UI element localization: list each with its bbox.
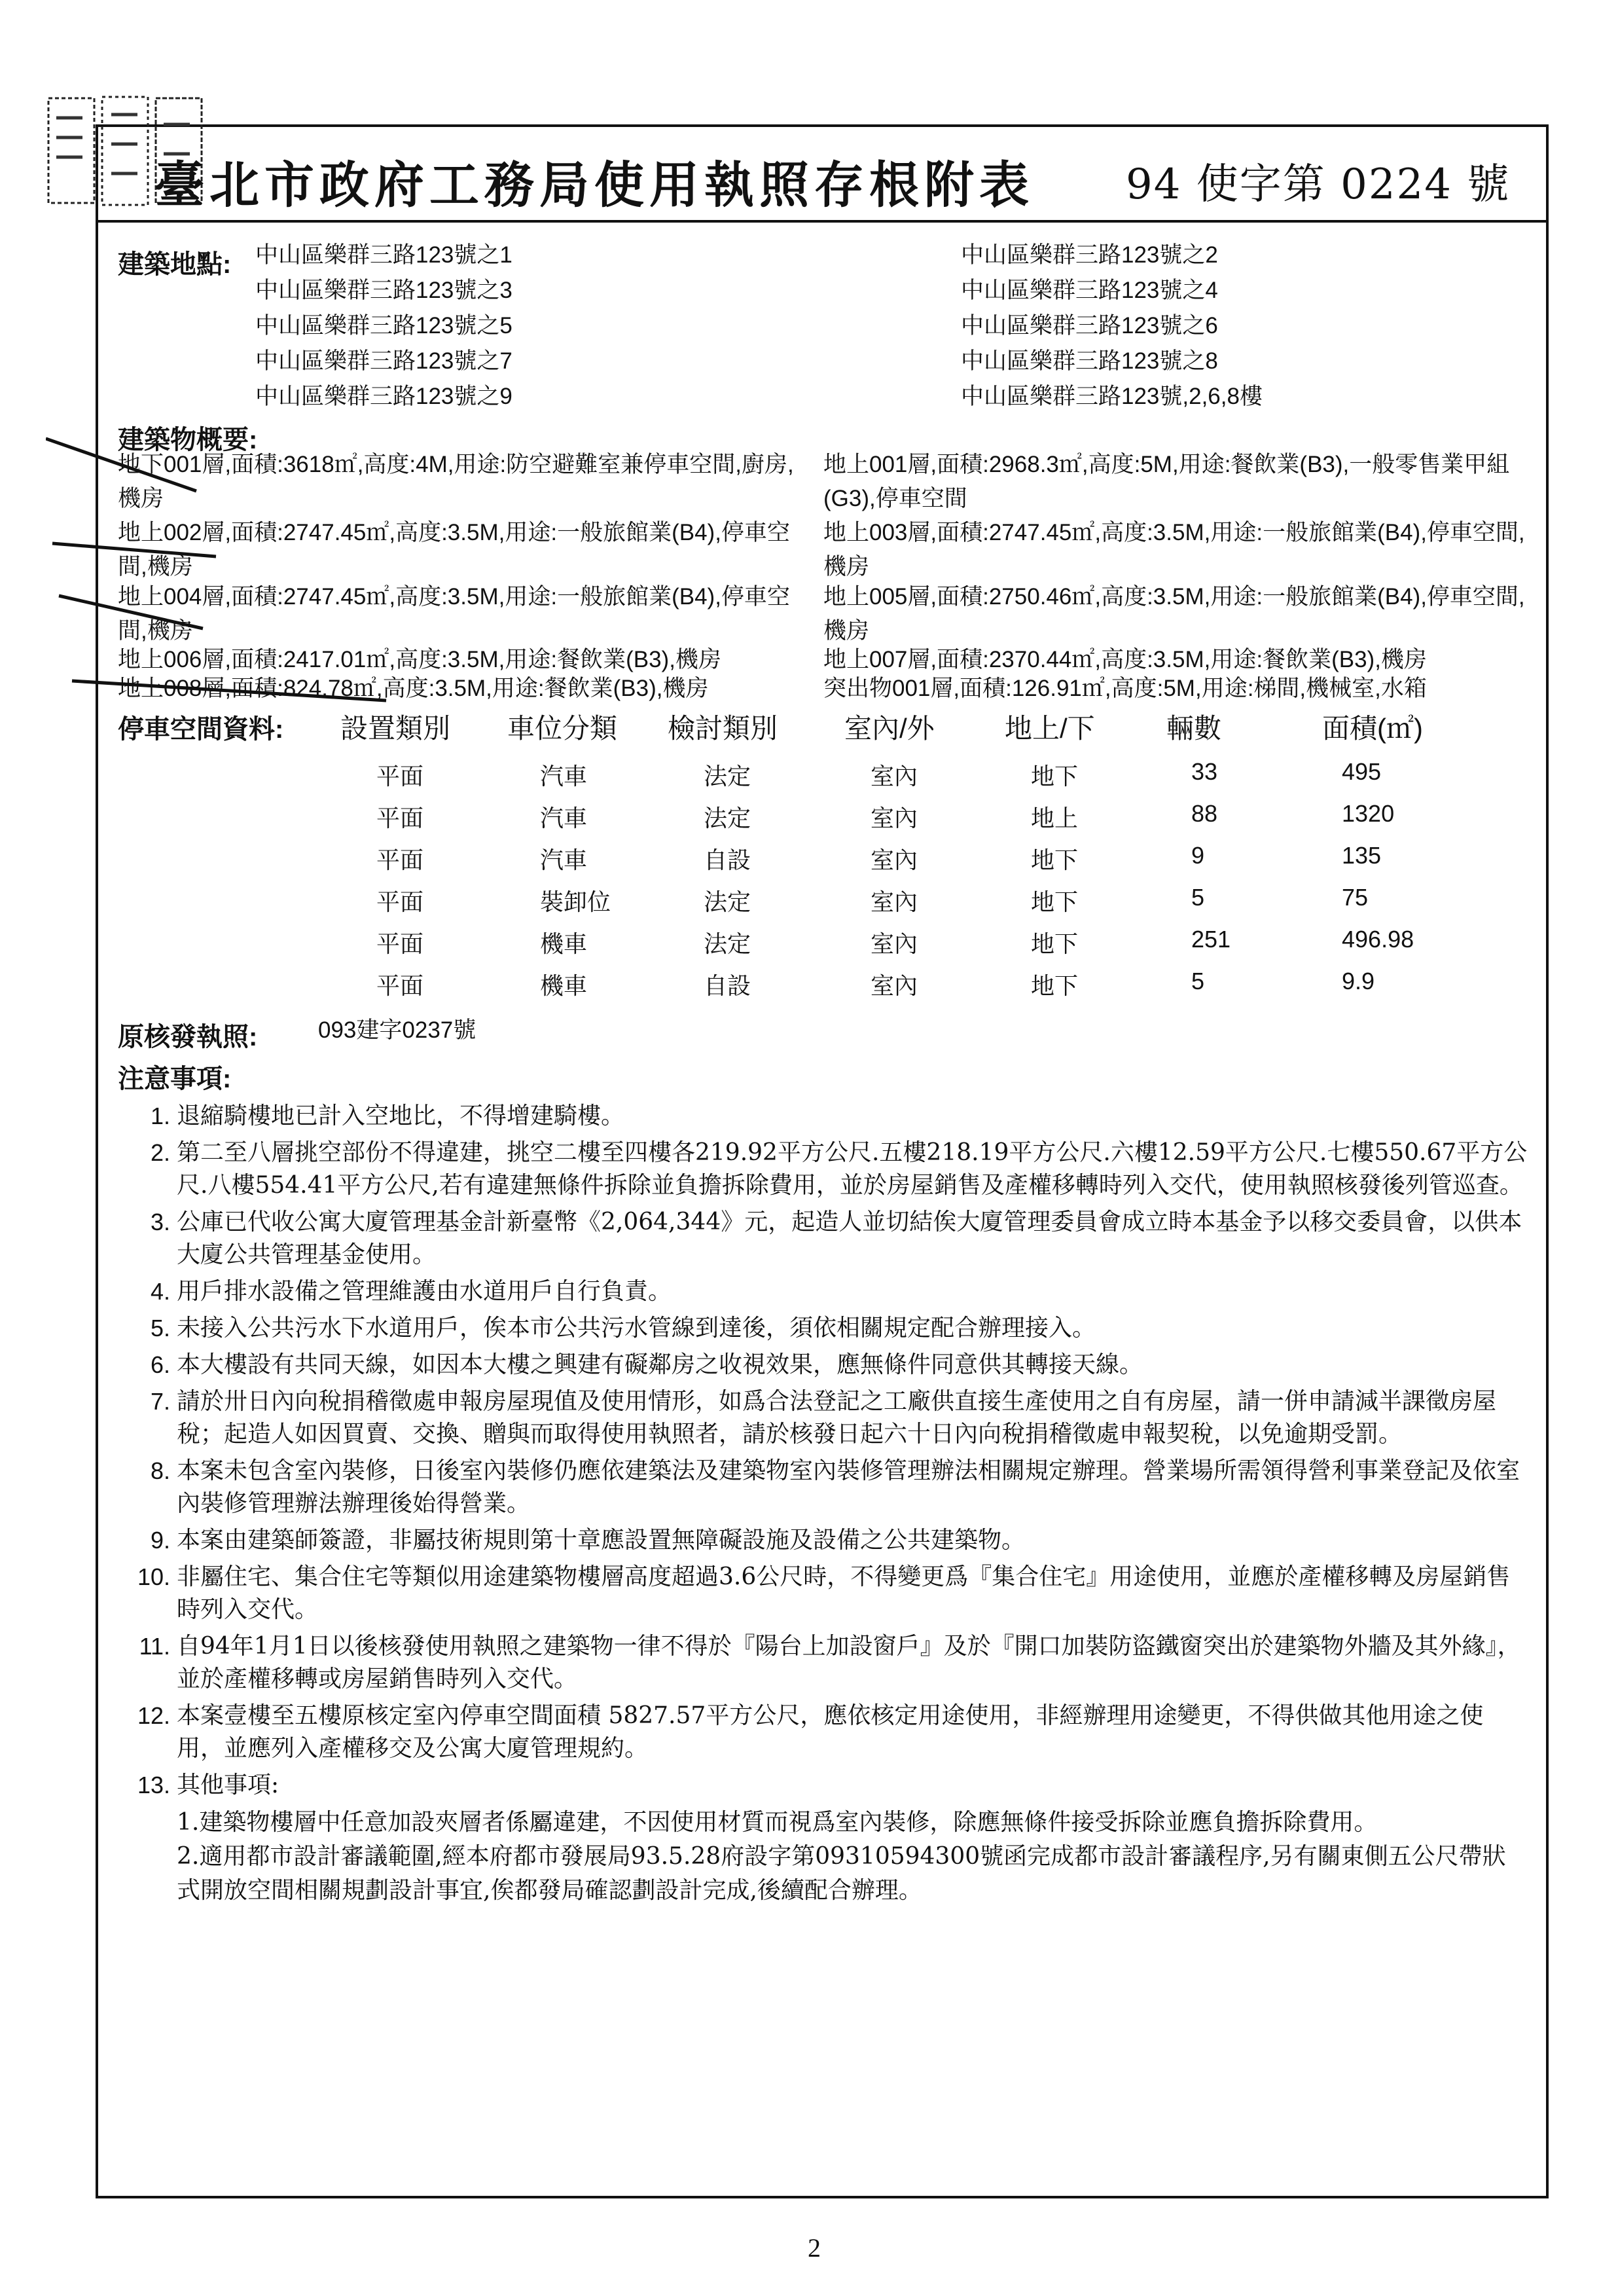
address-left-4: 中山區樂群三路123號之7 xyxy=(255,348,512,374)
note-text: 用戶排水設備之管理維護由水道用戶自行負責。 xyxy=(177,1278,672,1305)
note-text: 未接入公共污水下水道用戶，俟本市公共污水管線到達後，須依相關規定配合辦理接入。 xyxy=(177,1315,1096,1341)
parking-cell: 135 xyxy=(1342,842,1382,869)
note-item xyxy=(122,1700,1529,1765)
parking-cell: 平面 xyxy=(376,805,424,831)
note-number: 3. xyxy=(150,1209,170,1235)
parking-cell: 室內 xyxy=(871,930,918,957)
page-number: 2 xyxy=(808,2233,821,2263)
note-item xyxy=(122,1561,1529,1626)
note-text: 公庫已代收公寓大廈管理基金計新臺幣《2,064,344》元，起造人並切結俟大廈管理委員會成立時本基金予以移交委員會，以供本大廈公共管理基金使用。 xyxy=(177,1209,1522,1268)
note-text: 退縮騎樓地已計入空地比，不得增建騎樓。 xyxy=(177,1102,625,1129)
floor-b1: 地下001層,面積:3618㎡,高度:4M,用途:防空避難室兼停車空間,廚房,機房 xyxy=(118,452,794,511)
note-item xyxy=(122,1100,1529,1133)
floor-2f: 地上002層,面積:2747.45㎡,高度:3.5M,用途:一般旅館業(B4),停車空間,機房 xyxy=(118,520,790,579)
note-text: 本案由建築師簽證，非屬技術規則第十章應設置無障礙設施及設備之公共建築物。 xyxy=(177,1527,1026,1554)
original-permit-value: 093建字0237號 xyxy=(318,1017,476,1043)
address-right-5: 中山區樂群三路123號,2,6,8樓 xyxy=(961,384,1263,409)
address-right-3: 中山區樂群三路123號之6 xyxy=(961,313,1218,338)
note-text: 請於卅日內向稅捐稽徵處申報房屋現值及使用情形，如爲合法登記之工廠供直接生產使用之自有房屋，請一併申請減半課徵房屋稅；起造人如因買賣、交換、贈與而取得使用執照者，請於核發日起六十日內向稅捐稽徵處申報契稅，以免逾期受罰。 xyxy=(177,1388,1497,1448)
notes-label: 注意事項: xyxy=(118,1065,232,1093)
floor-7f: 地上007層,面積:2370.44㎡,高度:3.5M,用途:餐飲業(B3),機房 xyxy=(823,647,1427,672)
parking-cell: 自設 xyxy=(704,972,751,999)
parking-cell: 自設 xyxy=(704,847,751,873)
note-item xyxy=(122,1385,1529,1451)
parking-cell: 平面 xyxy=(376,763,424,790)
parking-cell: 1320 xyxy=(1342,800,1395,827)
note-item xyxy=(122,1312,1529,1345)
note-sub-item: 2.適用都市設計審議範圍,經本府都市發展局93.5.28府設字第09310594300號函完成都市設計審議程序,另有關東側五公尺帶狀式開放空間相關規劃設計事宜,俟都發局確認劃設計完成,後續配合辦理。 xyxy=(177,1843,1506,1904)
parking-header-count: 輛數 xyxy=(1166,713,1222,744)
note-item xyxy=(122,1137,1529,1202)
note-sub-item: 1.建築物樓層中任意加設夾層者係屬違建，不因使用材質而視爲室內裝修，除應無條件接受拆除並應負擔拆除費用。 xyxy=(177,1809,1378,1836)
note-number: 13. xyxy=(137,1772,170,1798)
address-left-2: 中山區樂群三路123號之3 xyxy=(255,278,512,303)
parking-cell: 495 xyxy=(1342,758,1382,785)
parking-cell: 地下 xyxy=(1031,930,1079,957)
parking-cell: 汽車 xyxy=(540,763,588,790)
note-text: 其他事項: xyxy=(177,1772,279,1798)
parking-cell: 平面 xyxy=(376,972,424,999)
note-number: 5. xyxy=(150,1315,170,1341)
parking-cell: 汽車 xyxy=(540,805,588,831)
note-number: 7. xyxy=(150,1388,170,1415)
note-text: 第二至八層挑空部份不得違建，挑空二樓至四樓各219.92平方公尺.五樓218.19平方公尺.六樓12.59平方公尺.七樓550.67平方公尺.八樓554.41平方公尺,若有違建無條件拆除並負擔拆除費用，並於房屋銷售及產權移轉時列入交代，使用執照核發後列管巡查。 xyxy=(177,1139,1528,1199)
parking-header-review: 檢討類別 xyxy=(668,713,778,744)
parking-cell: 地上 xyxy=(1031,805,1079,831)
parking-header-area: 面積(㎡) xyxy=(1322,713,1423,744)
note-number: 12. xyxy=(137,1702,170,1729)
parking-header-type: 設置類別 xyxy=(340,713,451,744)
parking-cell: 平面 xyxy=(376,930,424,957)
note-text: 自94年1月1日以後核發使用執照之建築物一律不得於『陽台上加設窗戶』及於『開口加裝防盜鐵窗突出於建築物外牆及其外緣』，並於產權移轉或房屋銷售時列入交代。 xyxy=(177,1633,1521,1692)
floor-4f: 地上004層,面積:2747.45㎡,高度:3.5M,用途:一般旅館業(B4),停車空間,機房 xyxy=(118,584,790,644)
note-number: 8. xyxy=(150,1457,170,1484)
floor-3f: 地上003層,面積:2747.45㎡,高度:3.5M,用途:一般旅館業(B4),停車空間,機房 xyxy=(823,520,1525,579)
parking-cell: 室內 xyxy=(871,763,918,790)
parking-cell: 室內 xyxy=(871,805,918,831)
overview-label: 建築物概要: xyxy=(118,426,258,454)
parking-cell: 室內 xyxy=(871,888,918,915)
address-right-2: 中山區樂群三路123號之4 xyxy=(961,278,1218,303)
note-text: 本大樓設有共同天線，如因本大樓之興建有礙鄰房之收視效果，應無條件同意供其轉接天線。 xyxy=(177,1351,1143,1378)
address-right-4: 中山區樂群三路123號之8 xyxy=(961,348,1218,374)
parking-cell: 地下 xyxy=(1031,847,1079,873)
parking-cell: 5 xyxy=(1191,884,1205,911)
floor-5f: 地上005層,面積:2750.46㎡,高度:3.5M,用途:一般旅館業(B4),停車空間,機房 xyxy=(823,584,1525,644)
parking-cell: 地下 xyxy=(1031,763,1079,790)
note-number: 1. xyxy=(150,1102,170,1129)
note-item xyxy=(122,1206,1529,1271)
parking-header-indoor: 室內/外 xyxy=(844,713,935,744)
note-text: 本案未包含室內裝修，日後室內裝修仍應依建築法及建築物室內裝修管理辦法相關規定辦理。營業場所需領得營利事業登記及依室內裝修管理辦法辦理後始得營業。 xyxy=(177,1457,1520,1517)
parking-cell: 88 xyxy=(1191,800,1218,827)
floor-1f: 地上001層,面積:2968.3㎡,高度:5M,用途:餐飲業(B3),一般零售業甲組(G3),停車空間 xyxy=(823,452,1510,511)
floor-roof: 突出物001層,面積:126.91㎡,高度:5M,用途:梯間,機械室,水箱 xyxy=(823,676,1427,701)
note-number: 9. xyxy=(150,1527,170,1554)
parking-cell: 室內 xyxy=(871,847,918,873)
parking-cell: 平面 xyxy=(376,888,424,915)
note-item xyxy=(122,1455,1529,1520)
parking-cell: 平面 xyxy=(376,847,424,873)
note-number: 6. xyxy=(150,1351,170,1378)
parking-cell: 室內 xyxy=(871,972,918,999)
parking-cell: 法定 xyxy=(704,888,751,915)
parking-cell: 汽車 xyxy=(540,847,588,873)
parking-header-category: 車位分類 xyxy=(507,713,618,744)
address-left-5: 中山區樂群三路123號之9 xyxy=(255,384,512,409)
note-number: 11. xyxy=(139,1633,170,1660)
note-item xyxy=(122,1630,1529,1696)
parking-cell: 裝卸位 xyxy=(540,888,611,915)
document-title: 臺北市政府工務局使用執照存根附表 xyxy=(154,156,1034,214)
parking-cell: 33 xyxy=(1191,758,1218,785)
parking-label: 停車空間資料: xyxy=(118,715,284,744)
parking-cell: 法定 xyxy=(704,763,751,790)
parking-cell: 5 xyxy=(1191,968,1205,994)
address-left-1: 中山區樂群三路123號之1 xyxy=(255,242,512,268)
note-number: 4. xyxy=(150,1278,170,1305)
note-item xyxy=(122,1349,1529,1381)
note-text: 非屬住宅、集合住宅等類似用途建築物樓層高度超過3.6公尺時，不得變更爲『集合住宅』用途使用，並應於產權移轉及房屋銷售時列入交代。 xyxy=(177,1563,1511,1623)
address-left-3: 中山區樂群三路123號之5 xyxy=(255,313,512,338)
parking-cell: 機車 xyxy=(540,972,588,999)
parking-cell: 251 xyxy=(1191,926,1231,953)
address-right-1: 中山區樂群三路123號之2 xyxy=(961,242,1218,268)
note-item xyxy=(122,1769,1529,1802)
parking-cell: 地下 xyxy=(1031,888,1079,915)
original-permit-label: 原核發執照: xyxy=(118,1023,258,1051)
location-label: 建築地點: xyxy=(118,250,232,279)
permit-number: 94 使字第 0224 號 xyxy=(1126,160,1511,209)
parking-cell: 75 xyxy=(1342,884,1369,911)
floor-6f: 地上006層,面積:2417.01㎡,高度:3.5M,用途:餐飲業(B3),機房 xyxy=(118,647,721,672)
note-item xyxy=(122,1524,1529,1557)
note-text: 本案壹樓至五樓原核定室內停車空間面積 5827.57平方公尺，應依核定用途使用，非經辦理用途變更，不得供做其他用途之使用，並應列入產權移交及公寓大廈管理規約。 xyxy=(177,1702,1484,1762)
note-number: 2. xyxy=(150,1139,170,1166)
note-item xyxy=(122,1275,1529,1308)
arrow-marks-icon xyxy=(46,426,412,714)
floor-8f: 地上008層,面積:824.78㎡,高度:3.5M,用途:餐飲業(B3),機房 xyxy=(118,676,709,701)
parking-cell: 496.98 xyxy=(1342,926,1414,953)
parking-cell: 機車 xyxy=(540,930,588,957)
parking-cell: 法定 xyxy=(704,805,751,831)
parking-header-level: 地上/下 xyxy=(1005,713,1095,744)
notes-list xyxy=(122,1100,1529,1908)
parking-cell: 9.9 xyxy=(1342,968,1375,994)
note-number: 10. xyxy=(137,1563,170,1590)
parking-cell: 法定 xyxy=(704,930,751,957)
parking-cell: 地下 xyxy=(1031,972,1079,999)
parking-cell: 9 xyxy=(1191,842,1205,869)
